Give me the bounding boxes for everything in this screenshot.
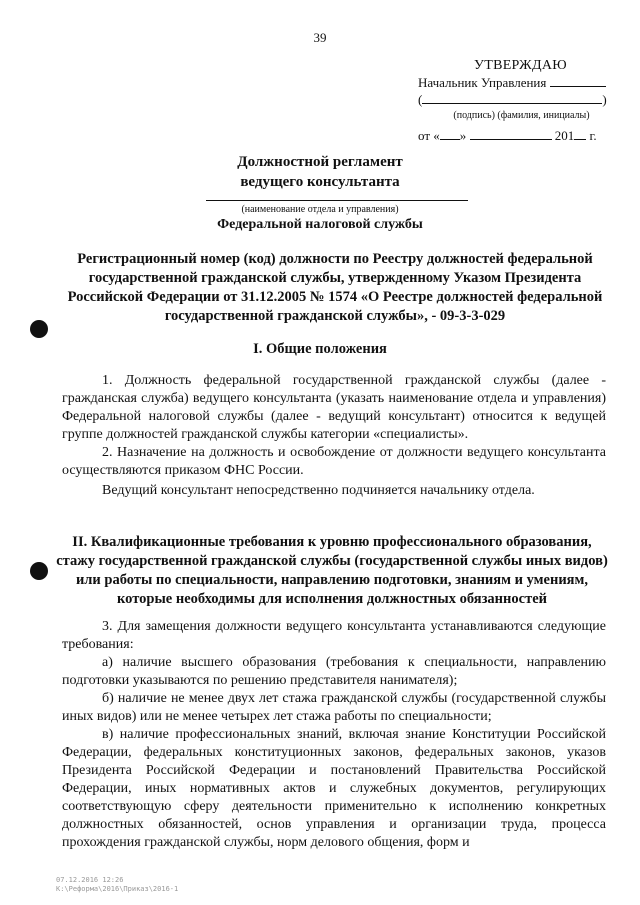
approval-signature-row	[418, 91, 613, 108]
section-2-heading: II. Квалификационные требования к уровню профессионального образования, стажу государственной гражданской службы (государственной службы иных видов) или работы по специальности, направлению подготовки, знаниям и умениям, которые необходимы для исполнения должностных обязанностей	[56, 534, 608, 607]
signature-blank	[422, 91, 602, 104]
year-blank	[574, 127, 586, 140]
binder-hole	[30, 562, 48, 580]
signature-caption: (подпись) (фамилия, инициалы)	[453, 110, 590, 121]
footer-path: К:\Реформа\2016\Приказ\2016-1	[56, 885, 179, 893]
section-2-body	[62, 618, 606, 852]
footer-timestamp: 07.12.2016 12:26	[56, 876, 124, 884]
registration-number: Регистрационный номер (код) должности по Реестру должностей федеральной государственной гражданской службы, утвержденному Указом Президента Российской Федерации от 31.12.2005 № 1574 «О Реестре должностей федеральной государственной гражданской службы», - 09-3-3-029	[67, 251, 603, 324]
paragraph: а) наличие высшего образования (требования к специальности, направлению подготовки указываются по решению представителя нанимателя);	[62, 655, 606, 688]
position-blank	[550, 74, 606, 87]
document-title	[0, 152, 640, 192]
year-suffix: г.	[589, 128, 597, 143]
date-from: от «	[418, 128, 440, 143]
approval-position-row	[418, 74, 613, 91]
paragraph: 2. Назначение на должность и освобождение от должности ведущего консультанта осуществляются приказом ФНС России.	[62, 445, 606, 478]
signature-close-paren: )	[602, 92, 607, 107]
department-name: Федеральной налоговой службы	[217, 217, 423, 232]
paragraph: 1. Должность федеральной государственной гражданской службы (далее - гражданская служба) ведущего консультанта (указать наименование отдела и управления) Федеральной налоговой службы (далее - ведущий консультант) относится к ведущей группе должностей гражданской службы категории «специалисты».	[62, 373, 606, 442]
approval-block	[418, 58, 613, 144]
binder-hole	[30, 320, 48, 338]
day-blank	[440, 127, 460, 140]
paragraph: в) наличие профессиональных знаний, включая знание Конституции Российской Федерации, федеральных конституционных законов, федеральных законов, указов Президента Российской Федерации и постановлений Правительства Российской Федерации, иных нормативных актов и служебных документов, регулирующих соответствующую сферу деятельности применительно к исполнению конкретных должностных обязанностей, основ управления и организации труда, процесса прохождения гражданской службы, норм делового общения, форм и	[62, 727, 606, 850]
month-blank	[470, 127, 552, 140]
title-line-2: ведущего консультанта	[240, 174, 400, 190]
department-caption: (наименование отдела и управления)	[241, 204, 399, 215]
section-1-heading: I. Общие положения	[253, 341, 387, 357]
paragraph: б) наличие не менее двух лет стажа гражданской службы (государственной службы иных видов) или не менее четырех лет стажа работы по специальности;	[62, 691, 606, 724]
section-1-body	[62, 372, 606, 500]
paragraph: 3. Для замещения должности ведущего консультанта устанавливаются следующие требования:	[62, 619, 606, 652]
approval-title: УТВЕРЖДАЮ	[474, 58, 567, 73]
department-underline	[206, 200, 468, 201]
title-line-1: Должностной регламент	[237, 154, 403, 170]
approval-position: Начальник Управления	[418, 75, 547, 90]
year-prefix: 201	[554, 128, 575, 143]
page-number: 39	[313, 30, 327, 45]
approval-date-row	[418, 127, 613, 144]
date-quote: »	[459, 128, 467, 143]
paragraph: Ведущий консультант непосредственно подчиняется начальнику отдела.	[102, 483, 535, 498]
signature-open-paren: (	[418, 92, 423, 107]
